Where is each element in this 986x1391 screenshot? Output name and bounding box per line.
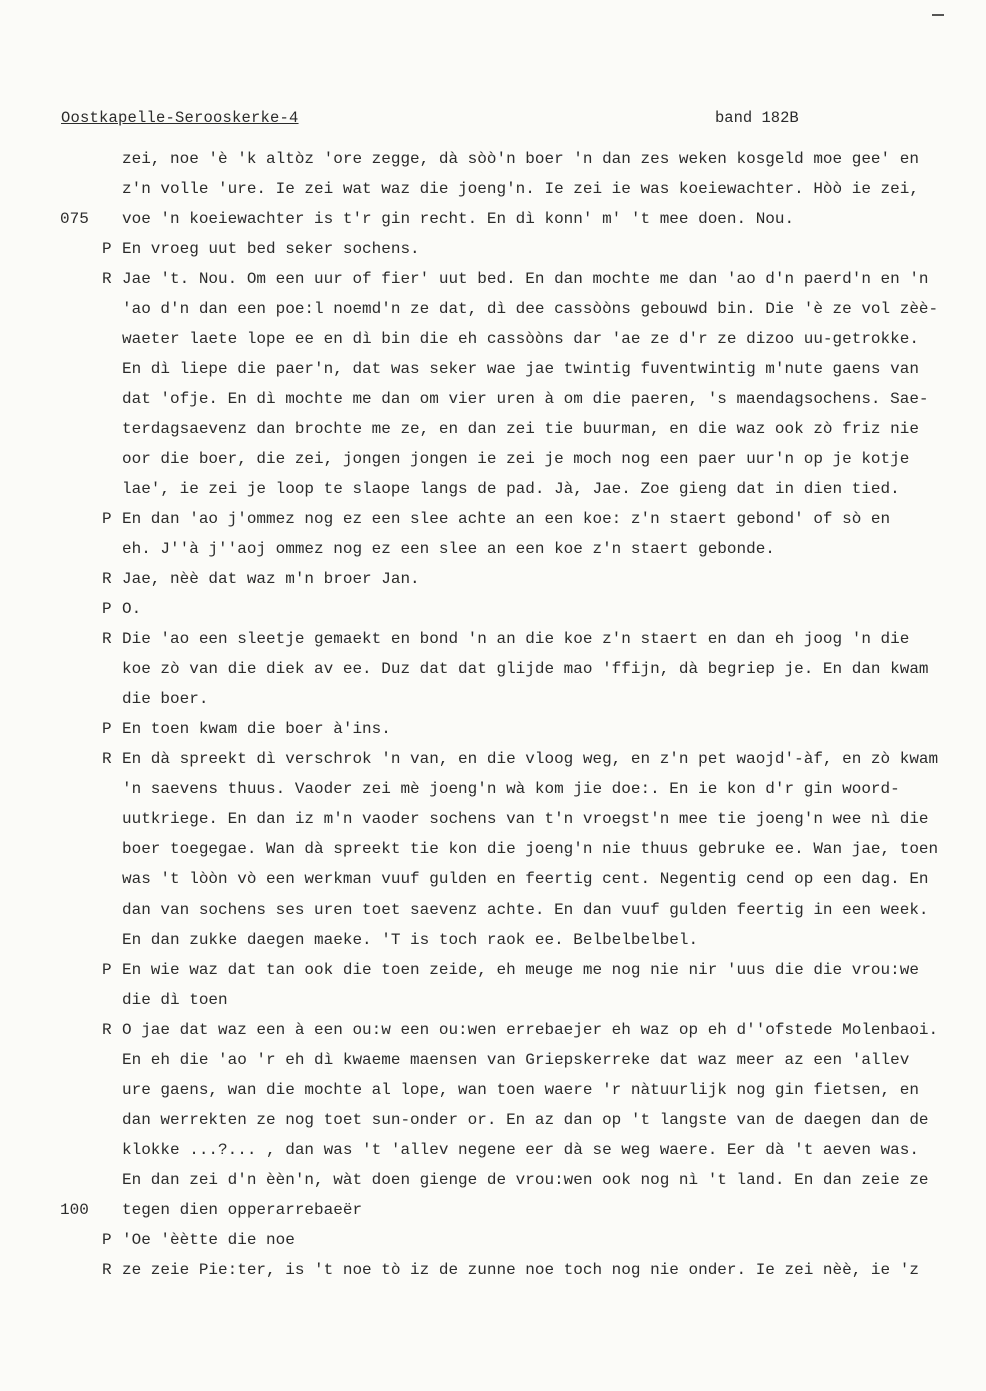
line-text: koe zò van die diek av ee. Duz dat dat glijde mao 'ffijn, dà begriep je. En dan kwam xyxy=(122,660,929,679)
line-text: die boer. xyxy=(122,690,209,709)
line-text: terdagsaevenz dan brochte me ze, en dan zei tie buurman, en die waz ook zò friz nie xyxy=(122,420,919,439)
transcript-line xyxy=(0,174,986,204)
transcript-line xyxy=(0,444,986,474)
line-text: En dan zei d'n èèn'n, wàt doen gienge de vrou:wen ook nog nì 't land. En dan zeie ze xyxy=(122,1170,929,1189)
line-text: was 't lòòn vò een werkman vuuf gulden en feertig cent. Negentig cend op een dag. En xyxy=(122,870,929,889)
document-title: Oostkapelle-Serooskerke-4 xyxy=(61,109,299,127)
line-number: 100 xyxy=(60,1200,89,1219)
speaker-label: P xyxy=(102,1230,112,1249)
speaker-label: P xyxy=(102,960,112,979)
transcript-line xyxy=(0,324,986,354)
line-text: En toen kwam die boer à'ins. xyxy=(122,720,391,739)
speaker-label: P xyxy=(102,600,112,619)
line-text: uutkriege. En dan iz m'n vaoder sochens van t'n vroegst'n mee tie joeng'n wee nì die xyxy=(122,810,929,829)
transcript-line xyxy=(0,234,986,264)
line-text: En vroeg uut bed seker sochens. xyxy=(122,240,420,259)
transcript-line xyxy=(0,414,986,444)
line-text: boer toegegae. Wan dà spreekt tie kon die joeng'n nie thuus gebruke ee. Wan jae, toen xyxy=(122,840,939,859)
speaker-label: P xyxy=(102,240,112,259)
line-text: eh. J''à j''aoj ommez nog ez een slee an een koe z'n staert gebonde. xyxy=(122,540,775,559)
line-text: oor die boer, die zei, jongen jongen ie zei je moch nog een paer uur'n op je kotje xyxy=(122,450,910,469)
speaker-label: P xyxy=(102,720,112,739)
transcript-line xyxy=(0,204,986,234)
transcript-line xyxy=(0,594,986,624)
transcript-line xyxy=(0,354,986,384)
line-text: En dì liepe die paer'n, dat was seker wae jae twintig fuventwintig m'nute gaens van xyxy=(122,360,919,379)
transcript-line xyxy=(0,474,986,504)
transcript-line xyxy=(0,684,986,714)
speaker-label: P xyxy=(102,510,112,529)
transcript-line xyxy=(0,895,986,925)
transcript-line xyxy=(0,264,986,294)
corner-dash-mark xyxy=(932,14,944,16)
transcript-line xyxy=(0,1165,986,1195)
line-text: Die 'ao een sleetje gemaekt en bond 'n an die koe z'n staert en dan eh joog 'n die xyxy=(122,630,910,649)
line-text: dan van sochens ses uren toet saevenz achte. En dan vuuf gulden feertig in een week. xyxy=(122,900,929,919)
transcript-line xyxy=(0,955,986,985)
transcript-line xyxy=(0,534,986,564)
line-text: tegen dien opperarrebaeër xyxy=(122,1200,363,1219)
line-text: z'n volle 'ure. Ie zei wat waz die joeng'n. Ie zei ie was koeiewachter. Hòò ie zei, xyxy=(122,180,919,199)
line-text: waeter laete lope ee en dì bin die eh cassòòns dar 'ae ze d'r ze dizoo uu-getrokke. xyxy=(122,330,919,349)
line-text: ure gaens, wan die mochte al lope, wan toen waere 'r nàtuurlijk nog gin fietsen, en xyxy=(122,1080,919,1099)
line-text: 'ao d'n dan een poe:l noemd'n ze dat, dì dee cassòòns gebouwd bin. Die 'è ze vol zèè- xyxy=(122,300,939,319)
transcript-line xyxy=(0,1195,986,1225)
line-number: 075 xyxy=(60,210,89,229)
speaker-label: R xyxy=(102,1260,112,1279)
line-text: O jae dat waz een à een ou:w een ou:wen errebaejer eh waz op eh d''ofstede Molenbaoi. xyxy=(122,1020,939,1039)
speaker-label: R xyxy=(102,630,112,649)
transcript-line xyxy=(0,1105,986,1135)
transcript-line xyxy=(0,834,986,864)
speaker-label: R xyxy=(102,1020,112,1039)
line-text: En dà spreekt dì verschrok 'n van, en die vloog weg, en z'n pet waojd'-àf, en zò kwam xyxy=(122,750,939,769)
transcript-line xyxy=(0,1075,986,1105)
line-text: Jae 't. Nou. Om een uur of fier' uut bed. En dan mochte me dan 'ao d'n paerd'n en 'n xyxy=(122,270,929,289)
transcript-line xyxy=(0,985,986,1015)
speaker-label: R xyxy=(102,270,112,289)
transcript-line xyxy=(0,294,986,324)
transcript-line xyxy=(0,744,986,774)
line-text: lae', ie zei je loop te slaope langs de pad. Jà, Jae. Zoe gieng dat in dien tied. xyxy=(122,480,900,499)
line-text: ze zeie Pie:ter, is 't noe tò iz de zunne noe toch nog nie onder. Ie zei nèè, ie 'z xyxy=(122,1260,919,1279)
band-number: band 182B xyxy=(715,109,799,127)
speaker-label: R xyxy=(102,750,112,769)
transcript-line xyxy=(0,864,986,894)
transcript-line xyxy=(0,1255,986,1285)
speaker-label: R xyxy=(102,570,112,589)
transcript-line xyxy=(0,564,986,594)
line-text: klokke ...?... , dan was 't 'allev negene eer dà se weg waere. Eer dà 't aeven was. xyxy=(122,1140,919,1159)
line-text: En wie waz dat tan ook die toen zeide, eh meuge me nog nie nir 'uus die die vrou:we xyxy=(122,960,919,979)
transcript-line xyxy=(0,504,986,534)
transcript-line xyxy=(0,624,986,654)
transcript-line xyxy=(0,1015,986,1045)
line-text: 'n saevens thuus. Vaoder zei mè joeng'n wà kom jie doe:. En ie kon d'r gin woord- xyxy=(122,780,900,799)
line-text: En dan 'ao j'ommez nog ez een slee achte an een koe: z'n staert gebond' of sò en xyxy=(122,510,891,529)
transcript-line xyxy=(0,714,986,744)
line-text: dan werrekten ze nog toet sun-onder or. En az dan op 't langste van de daegen dan de xyxy=(122,1110,929,1129)
transcript-line xyxy=(0,144,986,174)
line-text: En dan zukke daegen maeke. 'T is toch raok ee. Belbelbelbel. xyxy=(122,930,699,949)
transcript-line xyxy=(0,1135,986,1165)
transcript-line xyxy=(0,1045,986,1075)
transcript-line xyxy=(0,925,986,955)
transcript-line xyxy=(0,804,986,834)
transcript-line xyxy=(0,654,986,684)
transcript-line xyxy=(0,774,986,804)
transcript-line xyxy=(0,384,986,414)
transcript-line xyxy=(0,1225,986,1255)
line-text: voe 'n koeiewachter is t'r gin recht. En dì konn' m' 't mee doen. Nou. xyxy=(122,210,795,229)
line-text: Jae, nèè dat waz m'n broer Jan. xyxy=(122,570,420,589)
line-text: En eh die 'ao 'r eh dì kwaeme maensen van Griepskerreke dat waz meer az een 'allev xyxy=(122,1050,910,1069)
line-text: die dì toen xyxy=(122,990,228,1009)
line-text: zei, noe 'è 'k altòz 'ore zegge, dà sòò'n boer 'n dan zes weken kosgeld moe gee' en xyxy=(122,150,919,168)
line-text: O. xyxy=(122,600,142,619)
line-text: 'Oe 'èètte die noe xyxy=(122,1230,295,1249)
line-text: dat 'ofje. En dì mochte me dan om vier uren à om die paeren, 's maendagsochens. Sae- xyxy=(122,390,929,409)
